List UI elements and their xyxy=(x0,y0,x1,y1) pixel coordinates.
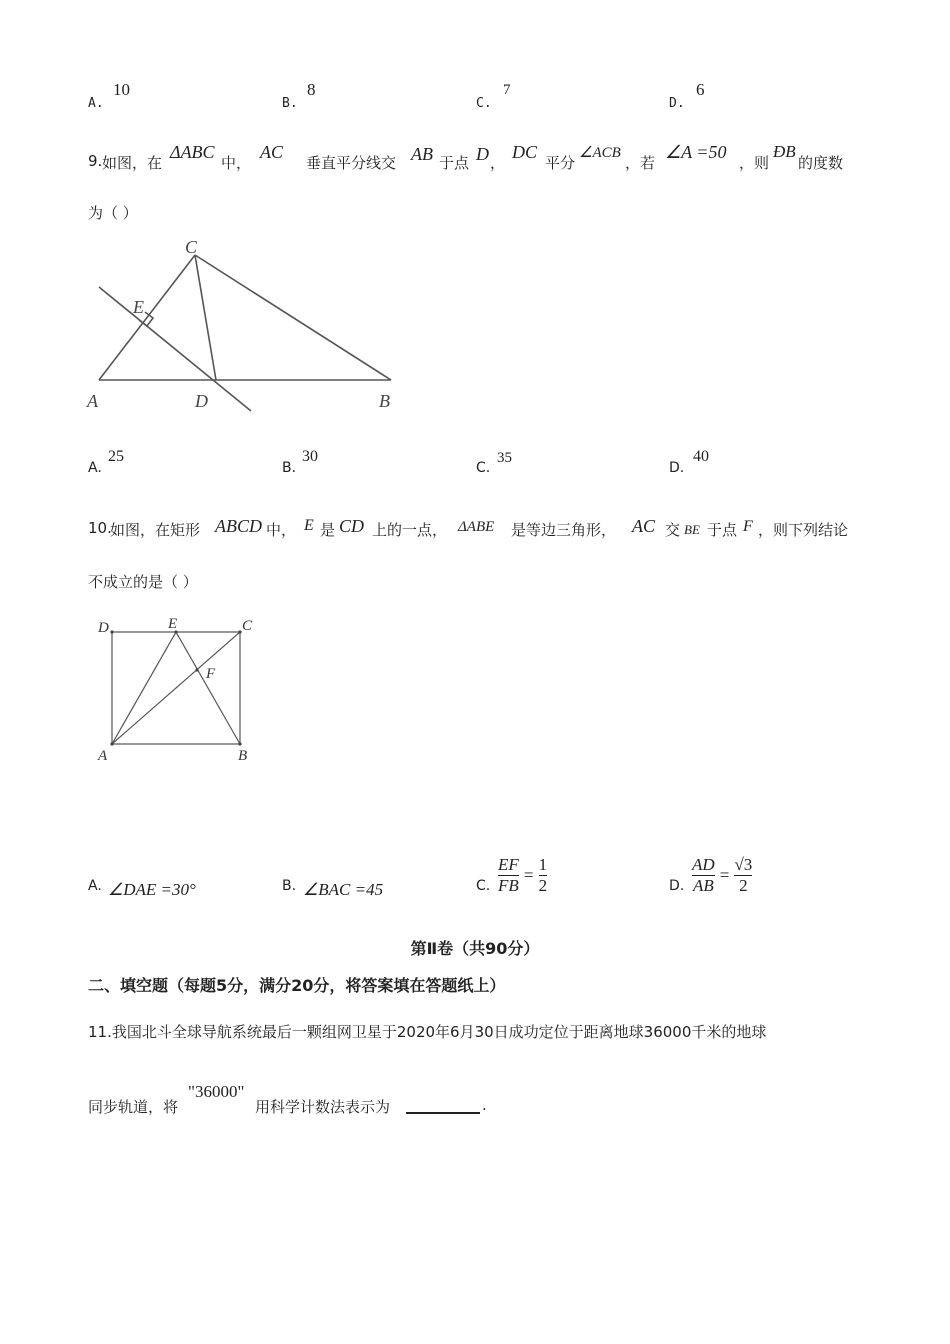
q11-stem-line1 xyxy=(88,1021,766,1042)
q9-option-b-value: 30 xyxy=(302,448,318,465)
q9-text: ，则 xyxy=(739,154,770,172)
q11-stem-line2 xyxy=(88,1080,588,1120)
q9-text: 平分 xyxy=(545,154,576,172)
q10-math: ABCD xyxy=(215,516,262,536)
frac-numerator: EF xyxy=(498,855,519,874)
q9-option-d-label: D. xyxy=(669,460,685,476)
label-b: B xyxy=(379,391,390,411)
section-subtitle: 二、填空题（每题5分，满分20分，将答案填在答题纸上） xyxy=(88,976,506,995)
q10-text: 如图，在矩形 xyxy=(110,521,201,539)
label-b: B xyxy=(238,748,248,764)
q8-option-b-label: B. xyxy=(282,96,298,111)
segment-cd xyxy=(195,255,216,380)
q10-option-c-expr xyxy=(498,855,547,896)
q10-option-b-label: B. xyxy=(282,878,297,894)
q10-number: 10. xyxy=(88,519,112,537)
q9-stem-line2: 为（ ） xyxy=(88,204,138,222)
label-e: E xyxy=(168,616,178,632)
q11-text: 我国北斗全球导航系统最后一颗组网卫星于2020年6月30日成功定位于距离地球36000千米的地球 xyxy=(111,1023,767,1041)
segment-cb xyxy=(195,255,391,380)
q9-math: AC xyxy=(260,142,284,162)
q9-option-c-value: 35 xyxy=(497,450,512,466)
label-f: F xyxy=(206,666,216,682)
q9-math: DC xyxy=(512,142,538,162)
q10-stem-line2: 不成立的是（ ） xyxy=(88,573,198,591)
q11-text: 用科学计数法表示为 xyxy=(255,1098,391,1116)
q9-stem-line1 xyxy=(88,140,868,180)
q8-option-a-label: A. xyxy=(88,96,104,111)
q10-text: 是等边三角形， xyxy=(511,521,617,539)
q10-stem-line1 xyxy=(88,515,868,555)
q10-text: 交 xyxy=(665,521,681,539)
label-e: E xyxy=(133,297,144,317)
label-c: C xyxy=(185,237,198,257)
q9-number: 9. xyxy=(88,152,103,170)
q10-text: 中， xyxy=(266,521,297,539)
segment-ac xyxy=(112,632,240,744)
q9-option-c-label: C. xyxy=(476,460,491,476)
q8-option-d-value: 6 xyxy=(696,80,705,99)
q8-option-c-label: C. xyxy=(476,96,492,111)
q9-option-a-value: 25 xyxy=(108,448,124,465)
q10-text: 上的一点， xyxy=(372,521,448,539)
q11-number: 11. xyxy=(88,1023,112,1041)
frac-denominator: AB xyxy=(692,876,714,895)
q9-text: ， xyxy=(490,154,506,172)
q9-option-d-value: 40 xyxy=(693,448,709,465)
q10-option-a-expr: ∠DAE =30° xyxy=(108,880,196,899)
q9-text: 于点 xyxy=(439,154,470,172)
label-a: A xyxy=(87,391,98,411)
segment-eb xyxy=(176,632,240,744)
frac-numerator: AD xyxy=(692,855,715,874)
q10-rectangle-figure xyxy=(92,610,272,770)
frac-numerator: 1 xyxy=(538,855,548,874)
label-a: A xyxy=(98,748,108,764)
q10-text: 是 xyxy=(320,521,336,539)
q11-quote: "36000" xyxy=(188,1082,245,1101)
q9-text: 垂直平分线交 xyxy=(306,154,397,172)
frac-denominator: 2 xyxy=(538,876,548,895)
q8-option-c-value: 7 xyxy=(503,82,511,98)
q10-option-b-expr: ∠BAC =45 xyxy=(303,880,384,899)
q9-text: ，若 xyxy=(625,154,656,172)
label-c: C xyxy=(242,618,253,634)
q11-end: . xyxy=(482,1096,487,1114)
q10-text: 于点 xyxy=(707,521,738,539)
q9-math: ∠ACB xyxy=(579,145,621,161)
q9-triangle-figure xyxy=(85,235,405,415)
q10-option-c-label: C. xyxy=(476,878,491,894)
q11-text: 同步轨道，将 xyxy=(88,1098,179,1116)
q9-math: ∠A =50 xyxy=(665,142,727,162)
q10-math: F xyxy=(743,518,753,535)
q10-option-a-label: A. xyxy=(88,878,102,894)
q8-option-a-value: 10 xyxy=(113,80,130,99)
q9-text: 中， xyxy=(221,154,252,172)
q8-option-b-value: 8 xyxy=(307,80,316,99)
frac-denominator: 2 xyxy=(739,876,748,895)
q10-math: CD xyxy=(339,516,365,536)
q9-math: AB xyxy=(411,144,433,164)
q10-math: E xyxy=(304,517,314,534)
answer-blank[interactable] xyxy=(406,1098,480,1114)
label-d: D xyxy=(195,391,208,411)
segment-ae xyxy=(112,632,176,744)
q10-option-d-expr xyxy=(692,855,752,896)
segment-ac xyxy=(99,255,195,380)
frac-numerator: √3 xyxy=(734,855,753,874)
q9-math: ΔABC xyxy=(170,142,215,162)
label-d: D xyxy=(98,620,109,636)
q9-option-a-label: A. xyxy=(88,460,102,476)
equals-sign: = xyxy=(719,865,730,885)
q10-option-d-label: D. xyxy=(669,878,685,894)
section-title: 第Ⅱ卷（共90分） xyxy=(410,939,540,958)
q9-text: 的度数 xyxy=(798,154,844,172)
q9-math: ÐB xyxy=(773,142,796,161)
q10-text: ，则下列结论 xyxy=(758,521,849,539)
frac-denominator: FB xyxy=(498,876,519,895)
q8-option-d-label: D. xyxy=(669,96,685,111)
q9-text: 如图，在 xyxy=(102,154,163,172)
equals-sign: = xyxy=(523,865,534,885)
q10-math: ΔABE xyxy=(458,519,495,535)
q10-math: BE xyxy=(684,522,700,537)
q10-math: AC xyxy=(632,516,656,536)
q9-math: D xyxy=(476,144,489,164)
q9-option-b-label: B. xyxy=(282,460,297,476)
